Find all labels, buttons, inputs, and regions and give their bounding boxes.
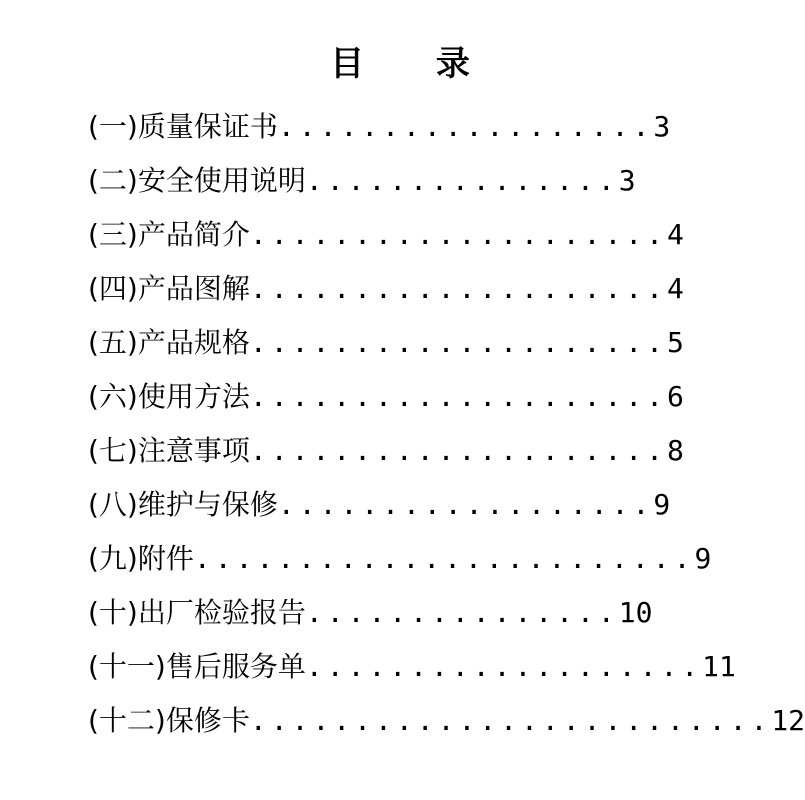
toc-entry-number: (一) bbox=[88, 110, 138, 143]
toc-entry-leader: ............... bbox=[305, 164, 619, 197]
toc-entry bbox=[88, 262, 748, 316]
toc-entry-label: 维护与保修 bbox=[137, 488, 278, 521]
toc-entry-page: 9 bbox=[653, 488, 671, 521]
toc-entry-page: 3 bbox=[618, 164, 636, 197]
toc-entry-label: 产品规格 bbox=[137, 326, 250, 359]
toc-entry-page: 10 bbox=[618, 596, 653, 629]
toc-entry-page: 5 bbox=[667, 326, 684, 359]
toc-entry-label: 出厂检验报告 bbox=[137, 596, 306, 629]
toc-entry-number: (二) bbox=[88, 164, 138, 197]
toc-entry-leader: .................. bbox=[277, 110, 654, 143]
toc-entry-number: (十一) bbox=[88, 650, 166, 683]
toc-entry-leader: ........................ bbox=[193, 542, 695, 575]
toc-entry-page: 4 bbox=[667, 218, 684, 251]
toc-entry bbox=[88, 370, 748, 424]
toc-entry-leader: ................... bbox=[305, 650, 703, 683]
toc-entry-number: (十) bbox=[88, 596, 138, 629]
toc-entry-leader: .................... bbox=[249, 434, 668, 467]
toc-entry-page: 8 bbox=[667, 434, 684, 467]
toc-entry bbox=[88, 208, 748, 262]
toc-entry-label: 保修卡 bbox=[165, 704, 250, 737]
toc-entry-page: 11 bbox=[702, 650, 736, 683]
toc-entry-page: 9 bbox=[694, 542, 712, 575]
toc-entry bbox=[88, 532, 748, 586]
toc-entry-number: (四) bbox=[88, 272, 138, 305]
toc-entry-leader: .................. bbox=[277, 488, 654, 521]
toc-entry-label: 售后服务单 bbox=[165, 650, 306, 683]
toc-entry-page: 3 bbox=[653, 110, 671, 143]
toc-entry bbox=[88, 316, 748, 370]
table-of-contents bbox=[88, 100, 805, 748]
toc-entry-leader: .................... bbox=[249, 380, 668, 413]
toc-entry-leader: .................... bbox=[249, 326, 668, 359]
toc-entry-page: 6 bbox=[667, 380, 684, 413]
toc-entry-number: (十二) bbox=[88, 704, 166, 737]
toc-entry-number: (八) bbox=[88, 488, 138, 521]
toc-entry bbox=[88, 478, 748, 532]
toc-entry-number: (五) bbox=[88, 326, 138, 359]
toc-entry-label: 产品图解 bbox=[137, 272, 250, 305]
toc-entry-label: 附件 bbox=[137, 542, 194, 575]
page-title: 目 录 bbox=[330, 44, 500, 84]
toc-entry-leader: .................... bbox=[249, 272, 668, 305]
toc-entry-number: (三) bbox=[88, 218, 138, 251]
toc-entry-label: 使用方法 bbox=[137, 380, 250, 413]
toc-entry-page: 12 bbox=[771, 704, 805, 737]
toc-entry-number: (七) bbox=[88, 434, 138, 467]
toc-entry-leader: .................... bbox=[249, 218, 668, 251]
toc-entry-label: 注意事项 bbox=[137, 434, 250, 467]
toc-entry bbox=[88, 100, 748, 154]
toc-entry bbox=[88, 424, 748, 478]
toc-entry-label: 安全使用说明 bbox=[137, 164, 306, 197]
toc-entry-page: 4 bbox=[667, 272, 684, 305]
toc-entry-number: (九) bbox=[88, 542, 138, 575]
toc-entry bbox=[88, 694, 805, 748]
toc-entry-label: 产品简介 bbox=[137, 218, 250, 251]
toc-entry bbox=[88, 154, 748, 208]
toc-entry-leader: ......................... bbox=[249, 704, 772, 737]
toc-entry-label: 质量保证书 bbox=[137, 110, 278, 143]
toc-entry bbox=[88, 640, 748, 694]
toc-entry-number: (六) bbox=[88, 380, 138, 413]
toc-entry-leader: ............... bbox=[305, 596, 619, 629]
toc-entry bbox=[88, 586, 748, 640]
